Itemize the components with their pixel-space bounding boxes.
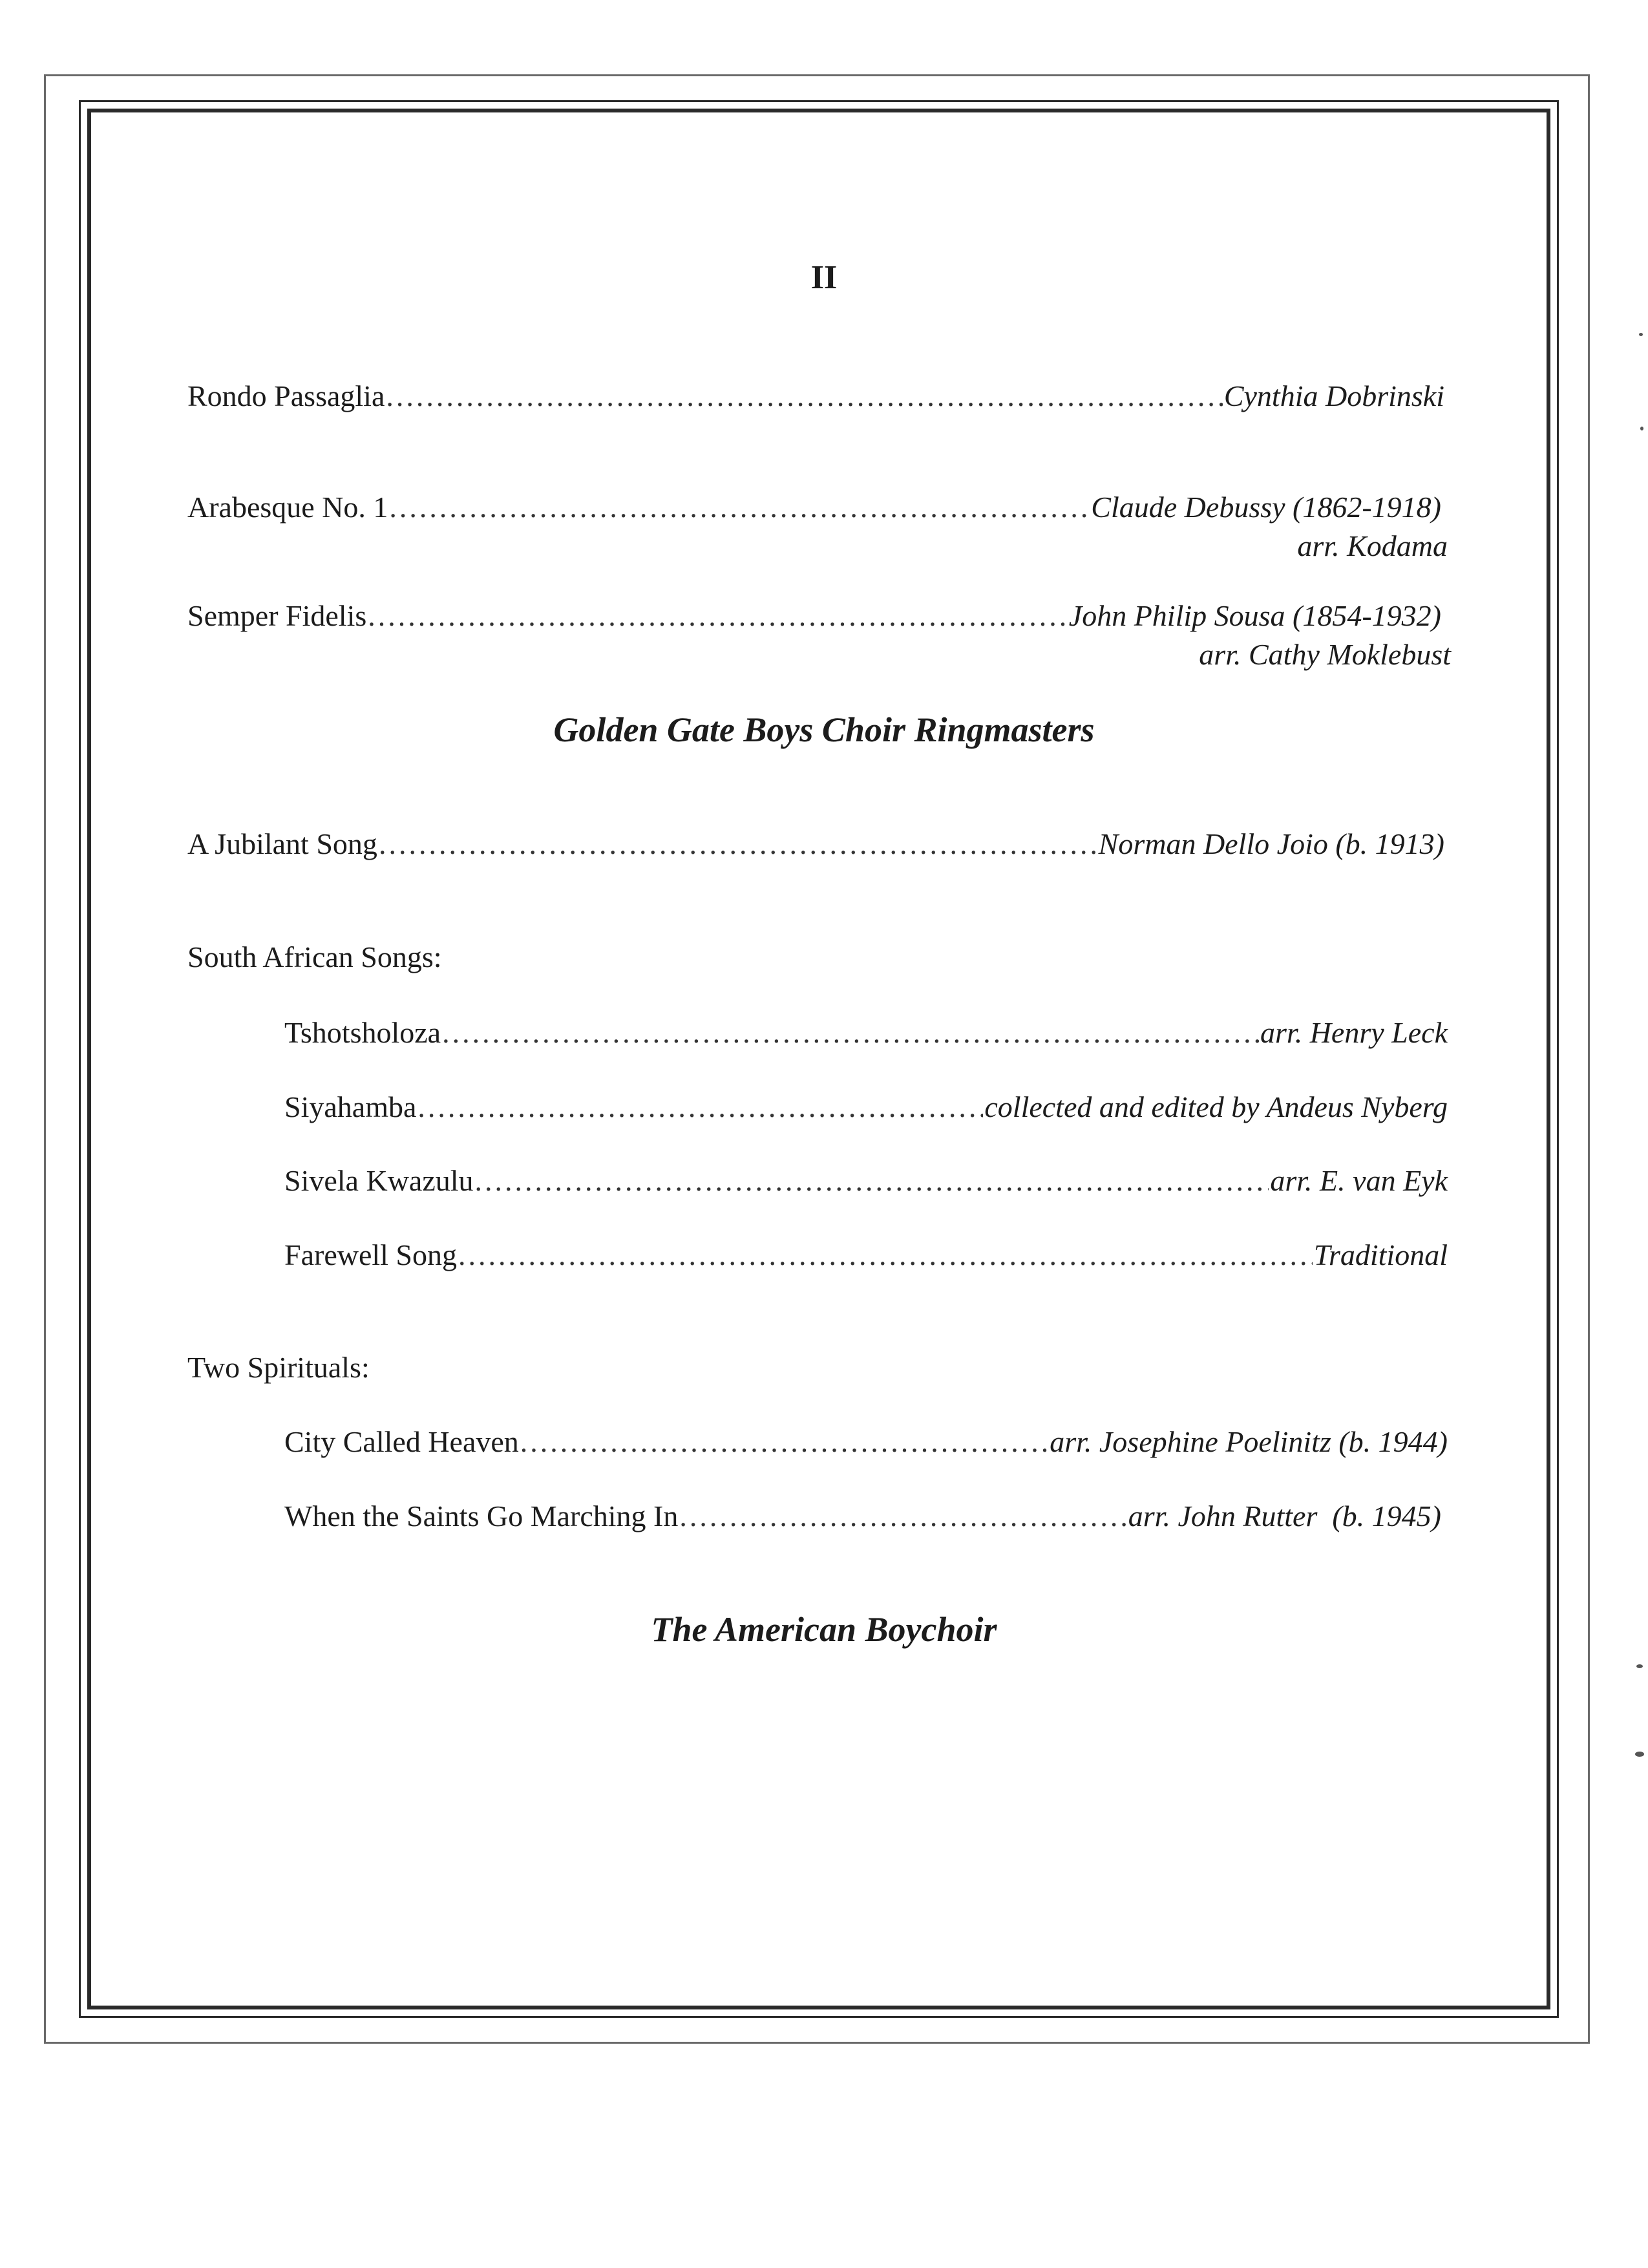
dot-leader bbox=[475, 1163, 1269, 1199]
dot-leader bbox=[386, 378, 1222, 414]
item-title: Rondo Passaglia bbox=[187, 379, 385, 412]
item-arranger: arr. Kodama bbox=[1297, 529, 1448, 562]
program-item-siyahamba bbox=[284, 1089, 1448, 1125]
program-item-sivela-kwazulu bbox=[284, 1163, 1448, 1199]
item-composer: arr. E. van Eyk bbox=[1270, 1164, 1448, 1197]
heading-south-african-songs: South African Songs: bbox=[187, 940, 442, 973]
item-title: A Jubilant Song bbox=[187, 827, 377, 860]
item-composer: Claude Debussy (1862-1918) bbox=[1091, 491, 1441, 524]
dot-leader bbox=[379, 826, 1097, 862]
item-composer: John Philip Sousa (1854-1932) bbox=[1068, 599, 1441, 632]
item-composer: arr. John Rutter (b. 1945) bbox=[1128, 1500, 1441, 1532]
dot-leader bbox=[442, 1015, 1259, 1051]
section-numeral: II bbox=[810, 259, 838, 296]
item-title: Sivela Kwazulu bbox=[284, 1164, 474, 1197]
item-composer: arr. Josephine Poelinitz (b. 1944) bbox=[1050, 1425, 1448, 1458]
program-item-jubilant-song bbox=[187, 826, 1444, 862]
item-composer: arr. Henry Leck bbox=[1260, 1016, 1448, 1049]
scan-speck bbox=[1640, 427, 1643, 430]
item-title: City Called Heaven bbox=[284, 1425, 519, 1458]
item-title: Semper Fidelis bbox=[187, 599, 367, 632]
performer-american-boychoir: The American Boychoir bbox=[651, 1610, 997, 1649]
program-item-rondo-passaglia bbox=[187, 378, 1444, 414]
scan-speck bbox=[1635, 1752, 1644, 1757]
program-item-semper-fidelis bbox=[187, 598, 1441, 634]
item-composer: Norman Dello Joio (b. 1913) bbox=[1098, 827, 1444, 860]
scan-speck bbox=[1639, 333, 1643, 336]
program-item-city-called-heaven bbox=[284, 1424, 1448, 1460]
dot-leader bbox=[458, 1237, 1313, 1273]
dot-leader bbox=[679, 1498, 1126, 1534]
program-item-arabesque bbox=[187, 489, 1441, 525]
scan-speck bbox=[1636, 1664, 1643, 1668]
item-title: Siyahamba bbox=[284, 1090, 417, 1123]
dot-leader bbox=[389, 489, 1090, 525]
heading-two-spirituals: Two Spirituals: bbox=[187, 1351, 370, 1384]
item-arranger: arr. Cathy Moklebust bbox=[1199, 638, 1451, 671]
item-composer: collected and edited by Andeus Nyberg bbox=[984, 1090, 1448, 1123]
item-title: When the Saints Go Marching In bbox=[284, 1500, 679, 1532]
item-composer: Traditional bbox=[1313, 1238, 1448, 1271]
item-composer: Cynthia Dobrinski bbox=[1223, 379, 1444, 412]
dot-leader bbox=[520, 1424, 1048, 1460]
item-title: Arabesque No. 1 bbox=[187, 491, 388, 524]
item-title: Farewell Song bbox=[284, 1238, 458, 1271]
program-item-farewell-song bbox=[284, 1237, 1448, 1273]
program-item-tshotsholoza bbox=[284, 1015, 1448, 1051]
dot-leader bbox=[417, 1089, 983, 1125]
performer-ringmasters: Golden Gate Boys Choir Ringmasters bbox=[553, 710, 1095, 749]
program-item-when-the-saints bbox=[284, 1498, 1441, 1534]
item-title: Tshotsholoza bbox=[284, 1016, 441, 1049]
dot-leader bbox=[368, 598, 1068, 634]
